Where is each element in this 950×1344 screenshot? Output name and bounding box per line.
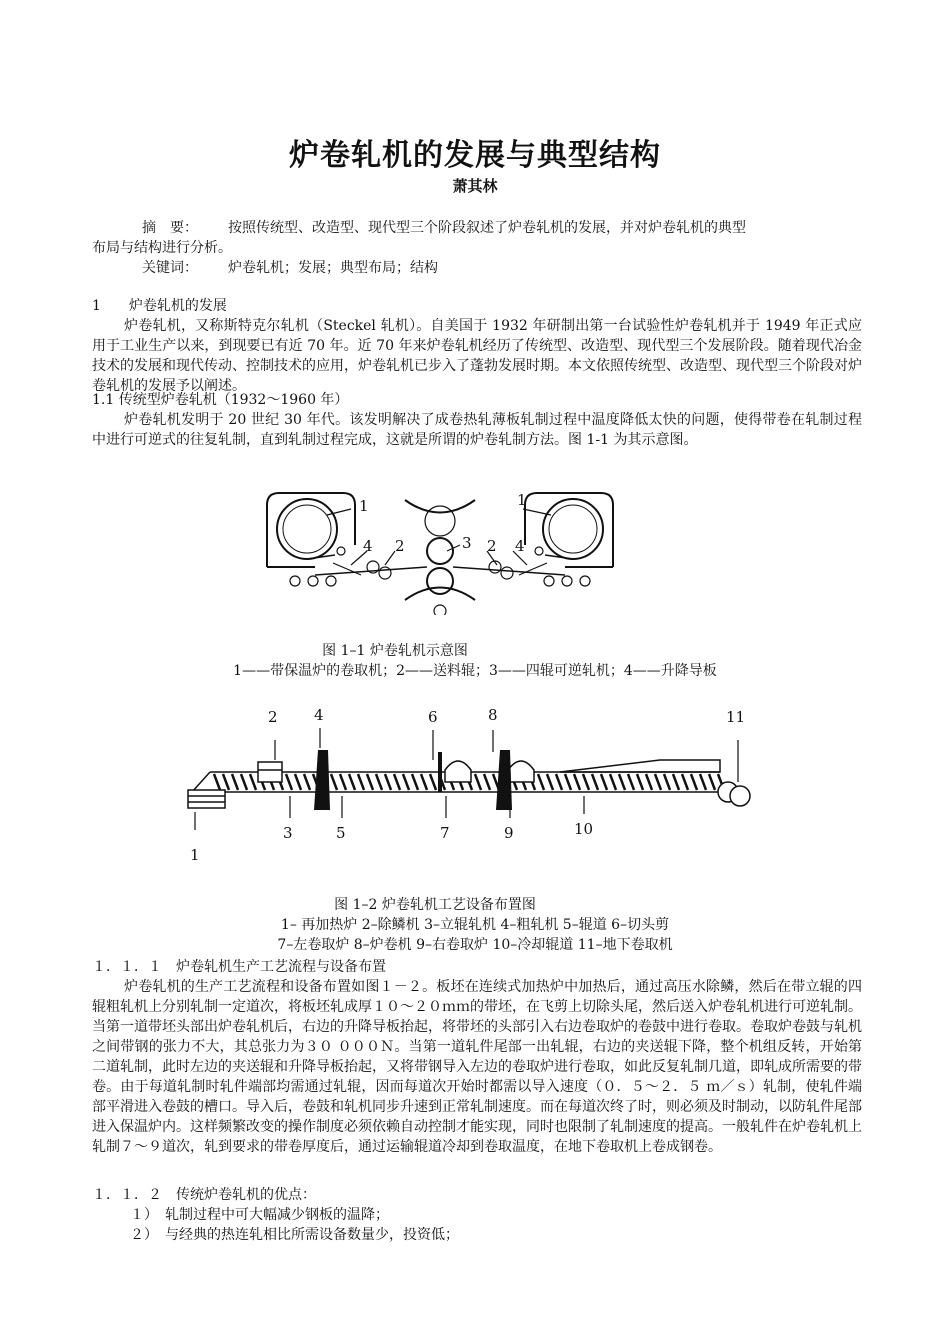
- table-roller: [241, 774, 247, 790]
- table-roller: [367, 774, 373, 790]
- table-roller: [376, 774, 382, 790]
- table-roller: [304, 774, 310, 790]
- table-roller: [700, 774, 706, 790]
- abstract-text-2: 布局与结构进行分析。: [92, 240, 232, 256]
- figure-1-2-caption: 图 1–2 炉卷轧机工艺设备布置图: [334, 897, 536, 913]
- table-roller: [691, 774, 697, 790]
- figure-1-2-legend-2: 7–左卷取炉 8–炉卷机 9–右卷取炉 10–冷却辊道 11–地下卷取机: [277, 937, 673, 953]
- fig2-label-1: 1: [190, 846, 200, 864]
- abstract-label: 摘 要：: [142, 220, 198, 236]
- table-roller: [673, 774, 679, 790]
- fig1-label-2-left: 2: [395, 537, 405, 555]
- section-1-1-2-heading: １．１．２ 传统炉卷轧机的优点：: [92, 1187, 316, 1203]
- section-1-1-1-paragraph: 炉卷轧机的生产工艺流程和设备布置如图１－２。板坯在连续式加热炉中加热后，通过高压水除鳞，然后在带立辊的四辊粗轧机上分别轧制一定道次，将板坯轧成厚１０～２０ｍｍ的带坯，在飞剪上切除头尾，然后送入炉卷轧机进行可逆轧制。当第一道带坯头部出炉卷轧机后，右边的升降导板抬起，将带坯的头部引入右边卷取炉的卷鼓中进行卷取。卷取炉卷鼓与轧机之间带钢的张力不大，其总张力为３０ ０００Ｎ。当第一道轧件尾部一出轧辊，右边的夹送辊下降，整个机组反转，开始第二道轧制，此时左边的夹送辊和升降导板抬起，又将带钢导入左边的卷取炉进行卷取，如此反复轧制几道，即轧成所需要的带卷。由于每道轧制时轧件端部均需通过轧辊，因而每道次开始时都需以导入速度（０．５～２．５ ｍ／ｓ）轧制，使轧件端部平滑进入卷鼓的槽口。导入后，卷鼓和轧机同步升速到正常轧制速度。而在每道次终了时，则必须及时制动，以防轧件尾部进入保温炉内。这样频繁改变的操作制度必须依赖自动控制才能实现，同时也限制了轧制速度的提高。一般轧件在炉卷轧机上轧制７～９道次，轧到要求的带卷厚度后，通过运输辊道冷却到卷取温度，在地下卷取机上卷成钢卷。: [92, 979, 862, 1155]
- table-roller: [475, 774, 481, 790]
- table-roller: [295, 774, 301, 790]
- fig2-label-3: 3: [283, 824, 293, 842]
- fig2-label-11: 11: [726, 708, 746, 726]
- table-roller: [565, 774, 571, 790]
- table-roller: [214, 774, 220, 790]
- advantage-item-1: １） 轧制过程中可大幅减少钢板的温降；: [130, 1207, 389, 1223]
- table-roller: [538, 774, 544, 790]
- table-roller: [331, 774, 337, 790]
- table-roller: [655, 774, 661, 790]
- table-roller: [394, 774, 400, 790]
- section-1-1-heading: 1.1 传统型炉卷轧机（1932～1960 年）: [92, 392, 349, 408]
- fig2-label-8: 8: [488, 706, 498, 724]
- table-roller: [232, 774, 238, 790]
- table-roller: [421, 774, 427, 790]
- table-roller: [286, 774, 292, 790]
- fig1-label-1-left: 1: [359, 497, 369, 515]
- table-roller: [664, 774, 670, 790]
- advantage-item-2: ２） 与经典的热连轧相比所需设备数量少，投资低；: [130, 1227, 459, 1243]
- figure-1-1-caption: 图 1–1 炉卷轧机示意图: [322, 643, 468, 659]
- section-1-paragraph: 炉卷轧机，又称斯特克尔轧机（Steckel 轧机）。自美国于 1932 年研制出第一台试验性炉卷轧机并于 1949 年正式应用于工业生产以来，到现要已有近 70 年。近 70 年来炉卷轧机经历了传统型、改造型、现代型三个发展阶段。随着现代冶金技术的发展和现代传动、控制技术的应用，炉卷轧机已步入了蓬勃发展时期。本文依照传统型、改造型、现代型三个阶段对炉卷轧机的发展予以阐述。: [92, 318, 862, 394]
- fig1-label-3: 3: [462, 534, 472, 552]
- table-roller: [484, 774, 490, 790]
- table-roller: [637, 774, 643, 790]
- fig2-label-10: 10: [574, 820, 594, 838]
- table-roller: [556, 774, 562, 790]
- figure-1-1-legend: 1——带保温炉的卷取机；2——送料辊；3——四辊可逆轧机；4——升降导板: [233, 663, 717, 679]
- section-1-1-1-heading: １．１．１ 炉卷轧机生产工艺流程与设备布置: [92, 959, 386, 975]
- table-roller: [592, 774, 598, 790]
- section-1-1-paragraph: 炉卷轧机发明于 20 世纪 30 年代。该发明解决了成卷热轧薄板轧制过程中温度降低太快的问题，使得带卷在轧制过程中进行可逆式的往复轧制，直到轧制过程完成，这就是所谓的炉卷轧制方法。图 1-1 为其示意图。: [92, 412, 862, 448]
- table-roller: [682, 774, 688, 790]
- table-roller: [574, 774, 580, 790]
- keywords-text: 炉卷轧机；发展；典型布局；结构: [228, 260, 438, 276]
- fig2-label-4: 4: [314, 706, 324, 724]
- table-roller: [250, 774, 256, 790]
- fig1-label-1-right: 1: [517, 491, 527, 509]
- figure-1-1-steckel-mill-diagram: [255, 485, 625, 615]
- table-roller: [610, 774, 616, 790]
- table-roller: [412, 774, 418, 790]
- abstract-text: 按照传统型、改造型、现代型三个阶段叙述了炉卷轧机的发展，并对炉卷轧机的典型: [228, 220, 746, 236]
- keywords-label: 关键词：: [142, 260, 198, 276]
- table-roller: [340, 774, 346, 790]
- section-1-heading: 1 炉卷轧机的发展: [92, 298, 227, 314]
- fig2-label-9: 9: [504, 824, 514, 842]
- paper-title: 炉卷轧机的发展与典型结构: [289, 138, 661, 173]
- table-roller: [619, 774, 625, 790]
- table-roller: [349, 774, 355, 790]
- figure-1-2-layout-diagram: [180, 700, 770, 870]
- table-roller: [601, 774, 607, 790]
- table-roller: [430, 774, 436, 790]
- fig2-label-7: 7: [440, 824, 450, 842]
- table-roller: [223, 774, 229, 790]
- fig2-label-2: 2: [268, 708, 278, 726]
- fig2-label-6: 6: [428, 708, 438, 726]
- author-name: 萧其林: [452, 177, 498, 195]
- table-roller: [628, 774, 634, 790]
- table-roller: [385, 774, 391, 790]
- fig1-label-4-left: 4: [363, 537, 373, 555]
- table-roller: [709, 774, 715, 790]
- table-roller: [547, 774, 553, 790]
- table-roller: [403, 774, 409, 790]
- table-roller: [583, 774, 589, 790]
- figure-1-2-legend-1: 1– 再加热炉 2–除鳞机 3–立辊轧机 4–粗轧机 5–辊道 6–切头剪: [280, 917, 670, 933]
- fig1-label-2-right: 2: [487, 537, 497, 555]
- table-roller: [358, 774, 364, 790]
- table-roller: [646, 774, 652, 790]
- fig2-label-5: 5: [336, 824, 346, 842]
- fig1-label-4-right: 4: [515, 537, 525, 555]
